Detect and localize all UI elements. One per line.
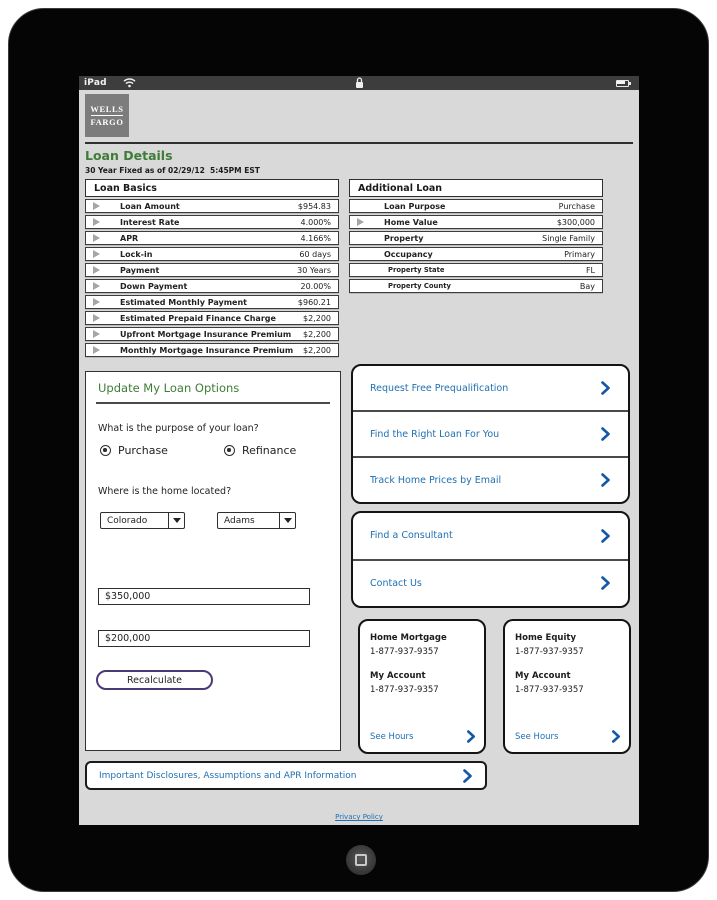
purpose-question: What is the purpose of your loan? bbox=[98, 423, 259, 434]
carrier-label: iPad bbox=[84, 78, 107, 88]
table-row bbox=[349, 199, 603, 213]
disclosure-arrow-icon bbox=[93, 218, 100, 226]
row-label: Property State bbox=[388, 266, 445, 274]
see-hours-label: See Hours bbox=[370, 731, 414, 742]
row-value: $2,200 bbox=[303, 345, 331, 355]
dropdown-button bbox=[168, 513, 184, 528]
home-button[interactable] bbox=[346, 845, 376, 875]
phone-card-title: My Account bbox=[370, 671, 426, 681]
row-label: Payment bbox=[120, 265, 160, 275]
row-label: Home Value bbox=[384, 217, 438, 227]
chevron-right-icon bbox=[600, 427, 611, 441]
disclosure-arrow-icon[interactable] bbox=[357, 218, 364, 226]
chevron-right-icon bbox=[600, 529, 611, 543]
link-label: Request Free Prequalification bbox=[370, 382, 509, 394]
row-label: Lock-in bbox=[120, 249, 153, 259]
home-value-input[interactable] bbox=[98, 588, 310, 605]
link-item[interactable] bbox=[353, 366, 628, 410]
row-value: 4.000% bbox=[300, 217, 331, 227]
row-value: $954.83 bbox=[297, 201, 331, 211]
chevron-right-icon bbox=[600, 576, 611, 590]
screen bbox=[79, 76, 639, 825]
additional-loan-header: Additional Loan bbox=[349, 179, 603, 197]
table-row[interactable] bbox=[85, 311, 339, 325]
row-label: Estimated Monthly Payment bbox=[120, 297, 247, 307]
row-label: Interest Rate bbox=[120, 217, 180, 227]
row-value: 4.166% bbox=[300, 233, 331, 243]
table-row[interactable] bbox=[85, 215, 339, 229]
phone-number: 1-877-937-9357 bbox=[370, 685, 439, 695]
loan-amount-input[interactable] bbox=[98, 630, 310, 647]
additional-loan-rows bbox=[349, 199, 603, 293]
link-label: Find a Consultant bbox=[370, 530, 453, 542]
radio-option[interactable] bbox=[224, 444, 296, 457]
table-row[interactable] bbox=[85, 199, 339, 213]
location-question: Where is the home located? bbox=[98, 486, 232, 497]
state-dropdown[interactable] bbox=[100, 512, 185, 529]
chevron-down-icon bbox=[173, 518, 181, 523]
panel-title: Update My Loan Options bbox=[98, 381, 240, 395]
link-label: Contact Us bbox=[370, 577, 422, 589]
as-of-timestamp: 30 Year Fixed as of 02/29/12 5:45PM EST bbox=[85, 166, 260, 175]
battery-icon bbox=[616, 80, 631, 87]
chevron-right-icon bbox=[466, 730, 476, 743]
phone-number: 1-877-937-9357 bbox=[370, 647, 439, 657]
row-value: $2,200 bbox=[303, 313, 331, 323]
disclosure-arrow-icon bbox=[93, 346, 100, 354]
disclosures-link[interactable] bbox=[85, 761, 487, 790]
disclosure-arrow-icon bbox=[93, 314, 100, 322]
disclosure-arrow-icon bbox=[93, 202, 100, 210]
phone-number: 1-877-937-9357 bbox=[515, 685, 584, 695]
link-item[interactable] bbox=[353, 559, 628, 607]
row-value: $960.21 bbox=[297, 297, 331, 307]
wells-fargo-logo bbox=[85, 94, 129, 137]
phone-card-title: Home Mortgage bbox=[370, 633, 447, 643]
row-value: Purchase bbox=[558, 201, 595, 211]
row-label: APR bbox=[120, 233, 139, 243]
row-value: Bay bbox=[579, 281, 595, 291]
logo-line2: FARGO bbox=[90, 117, 124, 127]
dropdown-button bbox=[279, 513, 295, 528]
row-value: Primary bbox=[564, 249, 595, 259]
chevron-right-icon bbox=[462, 769, 473, 783]
see-hours-label: See Hours bbox=[515, 731, 559, 742]
page-title: Loan Details bbox=[85, 148, 173, 163]
row-value: 30 Years bbox=[297, 265, 331, 275]
logo-divider bbox=[91, 115, 123, 116]
wifi-icon bbox=[123, 78, 136, 88]
phone-card-title: My Account bbox=[515, 671, 571, 681]
row-value: FL bbox=[585, 265, 595, 275]
loan-basics-table bbox=[85, 179, 339, 357]
help-links-panel bbox=[351, 511, 630, 608]
phone-card bbox=[358, 619, 486, 754]
table-row[interactable] bbox=[85, 295, 339, 309]
loan-basics-header: Loan Basics bbox=[85, 179, 339, 197]
county-dropdown-value: Adams bbox=[224, 515, 255, 526]
status-bar bbox=[79, 76, 639, 90]
state-dropdown-value: Colorado bbox=[107, 515, 148, 526]
home-button-square-icon bbox=[355, 854, 367, 866]
row-label: Monthly Mortgage Insurance Premium bbox=[120, 345, 294, 355]
additional-loan-table bbox=[349, 179, 603, 293]
row-label: Property County bbox=[388, 282, 451, 290]
radio-button-icon bbox=[224, 445, 235, 456]
chevron-right-icon bbox=[600, 381, 611, 395]
privacy-policy-link[interactable]: Privacy Policy bbox=[335, 813, 383, 821]
radio-button-icon bbox=[100, 445, 111, 456]
table-row[interactable] bbox=[85, 231, 339, 245]
row-label: Down Payment bbox=[120, 281, 188, 291]
row-value: Single Family bbox=[542, 233, 595, 243]
row-label: Estimated Prepaid Finance Charge bbox=[120, 313, 276, 323]
phone-card bbox=[503, 619, 631, 754]
table-row bbox=[349, 247, 603, 261]
row-value: $2,200 bbox=[303, 329, 331, 339]
disclosure-arrow-icon bbox=[93, 234, 100, 242]
radio-label: Purchase bbox=[118, 444, 168, 457]
header-divider bbox=[85, 142, 633, 144]
row-label: Loan Amount bbox=[120, 201, 180, 211]
disclosure-arrow-icon bbox=[93, 282, 100, 290]
see-hours-link[interactable] bbox=[370, 730, 476, 743]
county-dropdown[interactable] bbox=[217, 512, 296, 529]
chevron-down-icon bbox=[284, 518, 292, 523]
loan-basics-rows bbox=[85, 199, 339, 357]
radio-label: Refinance bbox=[241, 444, 297, 457]
table-row bbox=[349, 215, 603, 229]
purpose-radio-group bbox=[100, 444, 296, 457]
disclosure-arrow-icon bbox=[93, 250, 100, 258]
table-row[interactable] bbox=[85, 343, 339, 357]
panel-title-divider bbox=[96, 402, 330, 404]
disclosure-arrow-icon bbox=[93, 266, 100, 274]
link-item[interactable] bbox=[353, 456, 628, 502]
recalculate-button[interactable]: Recalculate bbox=[96, 670, 213, 690]
disclosures-label: Important Disclosures, Assumptions and APR Information bbox=[99, 770, 357, 781]
radio-option[interactable] bbox=[100, 444, 168, 457]
row-value: $300,000 bbox=[556, 217, 595, 227]
row-label: Property bbox=[384, 233, 424, 243]
row-label: Occupancy bbox=[384, 249, 433, 259]
lock-icon bbox=[355, 77, 364, 89]
row-value: 20.00% bbox=[300, 281, 331, 291]
chevron-right-icon bbox=[600, 473, 611, 487]
link-item[interactable] bbox=[353, 410, 628, 456]
action-links-panel bbox=[351, 364, 630, 504]
table-row bbox=[349, 263, 603, 277]
phone-number: 1-877-937-9357 bbox=[515, 647, 584, 657]
logo-line1: WELLS bbox=[90, 104, 124, 114]
link-label: Find the Right Loan For You bbox=[370, 428, 500, 440]
phone-card-title: Home Equity bbox=[515, 633, 576, 643]
link-item[interactable] bbox=[353, 513, 628, 559]
row-label: Upfront Mortgage Insurance Premium bbox=[120, 329, 292, 339]
table-row[interactable] bbox=[85, 279, 339, 293]
table-row[interactable] bbox=[85, 247, 339, 261]
disclosure-arrow-icon bbox=[93, 298, 100, 306]
table-row[interactable] bbox=[85, 263, 339, 277]
table-row bbox=[349, 279, 603, 293]
link-label: Track Home Prices by Email bbox=[370, 474, 502, 486]
footer bbox=[79, 804, 639, 823]
row-label: Loan Purpose bbox=[384, 201, 446, 211]
chevron-right-icon bbox=[611, 730, 621, 743]
row-value: 60 days bbox=[299, 249, 331, 259]
table-row bbox=[349, 231, 603, 245]
ipad-frame bbox=[8, 8, 709, 892]
disclosure-arrow-icon bbox=[93, 330, 100, 338]
table-row[interactable] bbox=[85, 327, 339, 341]
update-loan-options-panel bbox=[85, 371, 341, 751]
see-hours-link[interactable] bbox=[515, 730, 621, 743]
